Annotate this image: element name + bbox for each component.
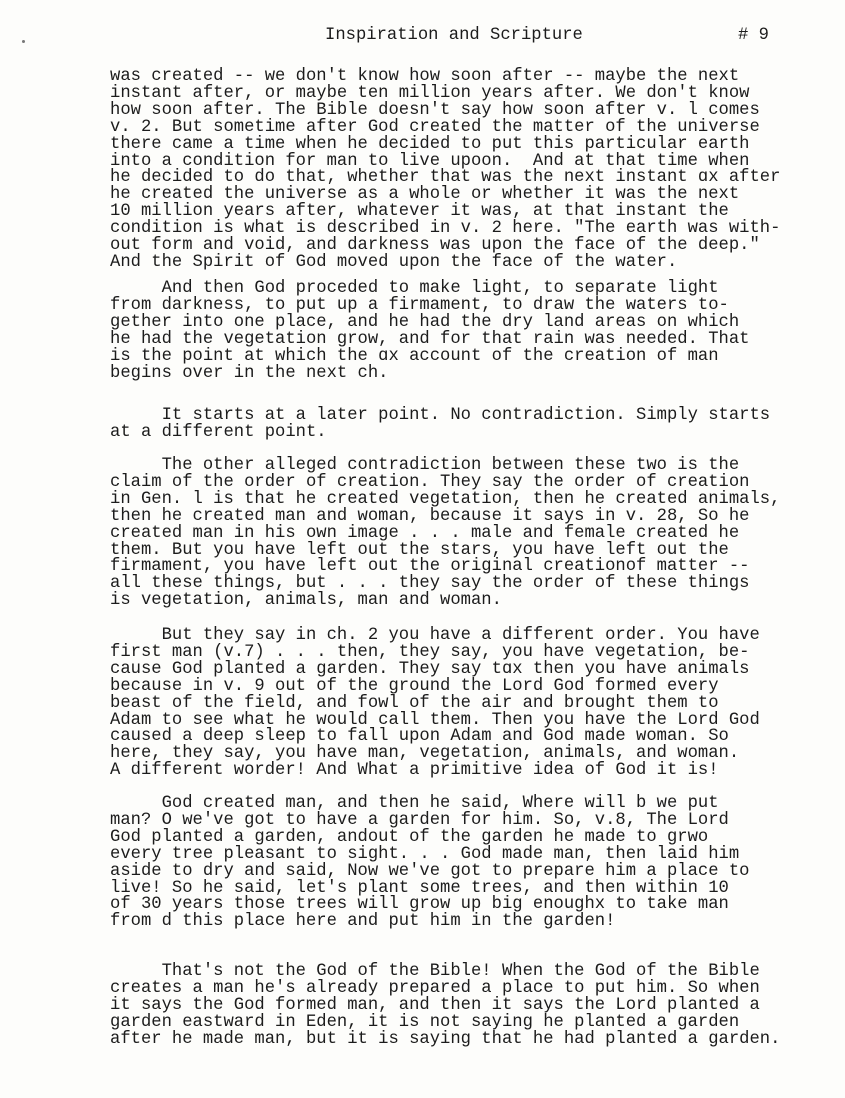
paragraph-6: God created man, and then he said, Where will b we put man? O we've got to have a garden for him. So, v.8, The Lord God planted a garden, andout of the garden he made to grwo every tree pleasant to sight. . . God made man, then laid him aside to dry and said, Now we've got to prepare him a place to live! So he said, let's plant some trees, and then within 10 of 30 years those trees will grow up big enoughx to take man from d this place here and put him in the garden! [110, 794, 750, 932]
paragraph-7: That's not the God of the Bible! When the God of the Bible creates a man he's already prepared a place to put him. So when it says the God formed man, and then it says the Lord planted a garden eastward in Eden, it is not saying he planted a garden after he made man, but it is saying that he had planted a garden. [110, 962, 781, 1049]
paragraph-5: But they say in ch. 2 you have a different order. You have first man (v.7) . . . then, they say, you have vegetation, be- cause God planted a garden. They say tɑx then you have animals because in v. 9 out of the ground the Lord God formed every beast of the field, and fowl of the air and brought them to Adam to see what he would call them. Then you have the Lord God caused a deep sleep to fall upon Adam and God made woman. So here, they say, you have man, vegetation, animals, and woman. A different worder! And What a primitive idea of God it is! [110, 626, 760, 781]
page-title: Inspiration and Scripture [325, 26, 583, 45]
paragraph-4: The other alleged contradiction between these two is the claim of the order of creation. They say the order of creation in Gen. l is that he created vegetation, then he created animals, then he created man and woman, because it says in v. 28, So he created man in his own image . . . male and female created he them. But you have left out the stars, you have left out the firmament, you have left out the original creationof matter -- all these things, but . . . they say the order of these things is vegetation, animals, man and woman. [110, 456, 781, 611]
page-number: # 9 [738, 26, 769, 45]
paragraph-3: It starts at a later point. No contradiction. Simply starts at a different point. [110, 406, 771, 442]
margin-speck [22, 40, 25, 43]
paragraph-2: And then God proceded to make light, to separate light from darkness, to put up a firmament, to draw the waters to- gether into one place, and he had the dry land areas on which he had the vegetation grow, and for that rain was needed. That is the point at which the ɑx account of the creation of man begins over in the next ch. [110, 279, 750, 383]
paragraph-1: was created -- we don't know how soon after -- maybe the next instant after, or maybe ten million years after. We don't know how soon after. The Bible doesn't say how soon after v. l comes v. 2. But sometime after God created the matter of the universe there came a time when he decided to put this particular earth into a condition for man to live upoon. And at that time when he decided to do that, whether that was the next instant ɑx after he created the universe as a whole or whether it was the next 10 million years after, whatever it was, at that instant the condition is what is described in v. 2 here. "The earth was with- out form and void, and darkness was upon the face of the deep." And the Spirit of God moved upon the face of the water. [110, 67, 781, 272]
